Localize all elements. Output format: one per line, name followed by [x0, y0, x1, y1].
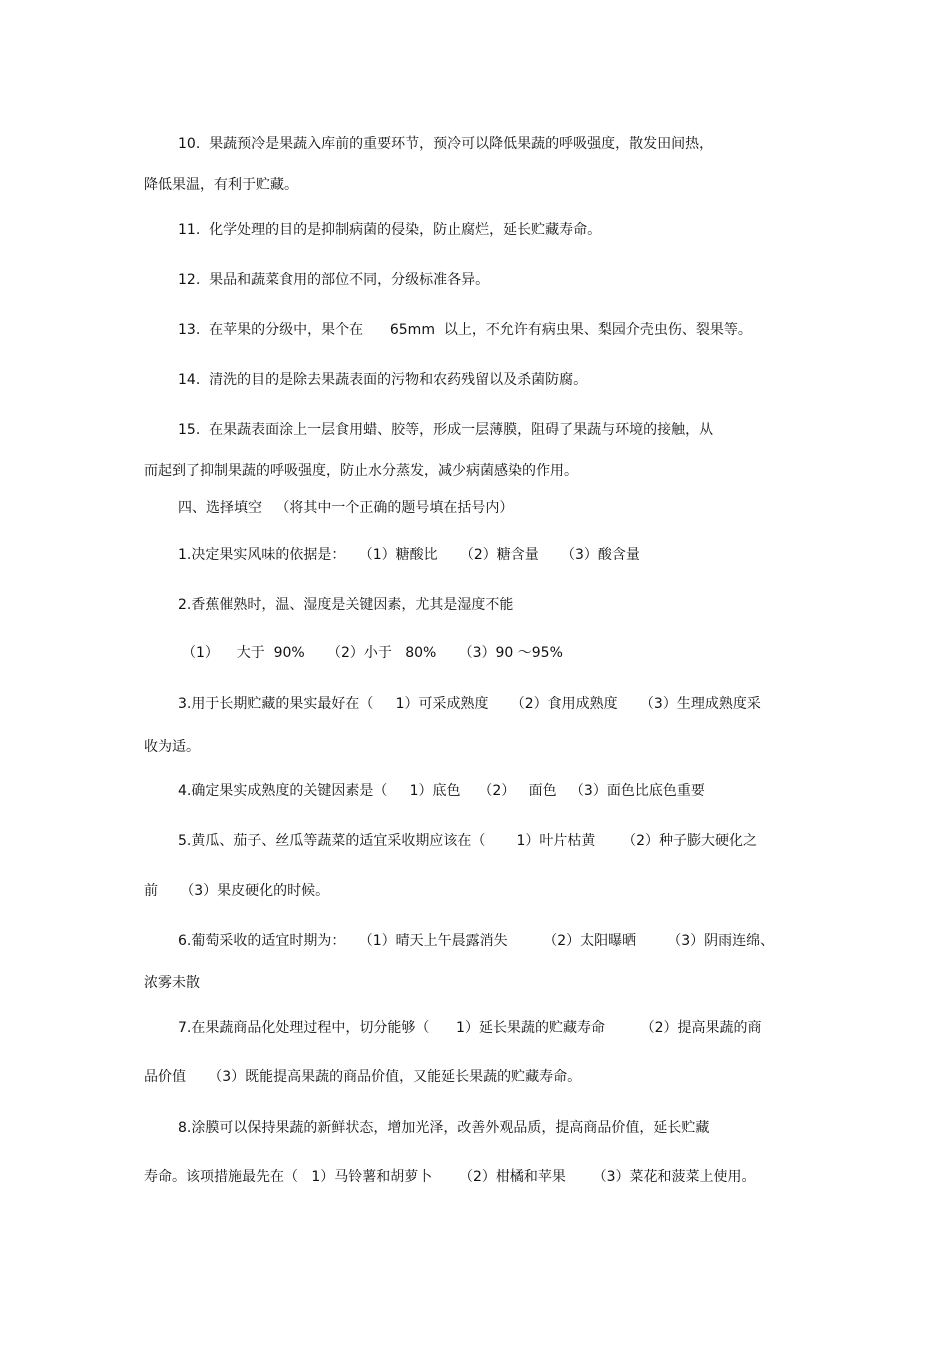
- text-line: 2.香蕉催熟时，温、湿度是关键因素，尤其是湿度不能: [178, 597, 514, 613]
- text-line: 13. 在苹果的分级中，果个在 65mm 以上，不允许有病虫果、梨园介壳虫伤、裂果等。: [178, 322, 752, 338]
- text-line: 而起到了抑制果蔬的呼吸强度，防止水分蒸发，减少病菌感染的作用。: [144, 463, 578, 479]
- text-line: 收为适。: [144, 739, 200, 755]
- text-line: 浓雾未散: [144, 975, 200, 991]
- text-line: 7.在果蔬商品化处理过程中，切分能够（ 1）延长果蔬的贮藏寿命 （2）提高果蔬的商: [178, 1020, 762, 1036]
- text-line: 11. 化学处理的目的是抑制病菌的侵染，防止腐烂，延长贮藏寿命。: [178, 222, 602, 238]
- text-line: 品价值 （3）既能提高果蔬的商品价值，又能延长果蔬的贮藏寿命。: [144, 1069, 582, 1085]
- section-heading: 四、选择填空 （将其中一个正确的题号填在括号内）: [178, 500, 514, 516]
- text-line: 10. 果蔬预冷是果蔬入库前的重要环节，预冷可以降低果蔬的呼吸强度，散发田间热，: [178, 136, 714, 152]
- text-line: 5.黄瓜、茄子、丝瓜等蔬菜的适宜采收期应该在（ 1）叶片枯黄 （2）种子膨大硬化之: [178, 833, 758, 849]
- text-line: 8.涂膜可以保持果蔬的新鲜状态，增加光泽，改善外观品质，提高商品价值，延长贮藏: [178, 1120, 710, 1136]
- text-line: 14. 清洗的目的是除去果蔬表面的污物和农药残留以及杀菌防腐。: [178, 372, 588, 388]
- text-line: 降低果温，有利于贮藏。: [144, 177, 298, 193]
- text-line: 3.用于长期贮藏的果实最好在（ 1）可采成熟度 （2）食用成熟度 （3）生理成熟度采: [178, 696, 761, 712]
- text-line: 1.决定果实风味的依据是： （1）糖酸比 （2）糖含量 （3）酸含量: [178, 547, 640, 563]
- text-line: 寿命。该项措施最先在（ 1）马铃薯和胡萝卜 （2）柑橘和苹果 （3）菜花和菠菜上使用。: [144, 1169, 756, 1185]
- text-line: （1） 大于 90% （2）小于 80% （3）90 ～95%: [182, 645, 563, 661]
- text-line: 4.确定果实成熟度的关键因素是（ 1）底色 （2） 面色 （3）面色比底色重要: [178, 783, 705, 799]
- text-line: 12. 果品和蔬菜食用的部位不同，分级标准各异。: [178, 272, 490, 288]
- text-line: 前 （3）果皮硬化的时候。: [144, 883, 330, 899]
- text-line: 15. 在果蔬表面涂上一层食用蜡、胶等，形成一层薄膜，阻碍了果蔬与环境的接触，从: [178, 422, 714, 438]
- text-line: 6.葡萄采收的适宜时期为： （1）晴天上午晨露消失 （2）太阳曝晒 （3）阴雨连绵、: [178, 933, 775, 949]
